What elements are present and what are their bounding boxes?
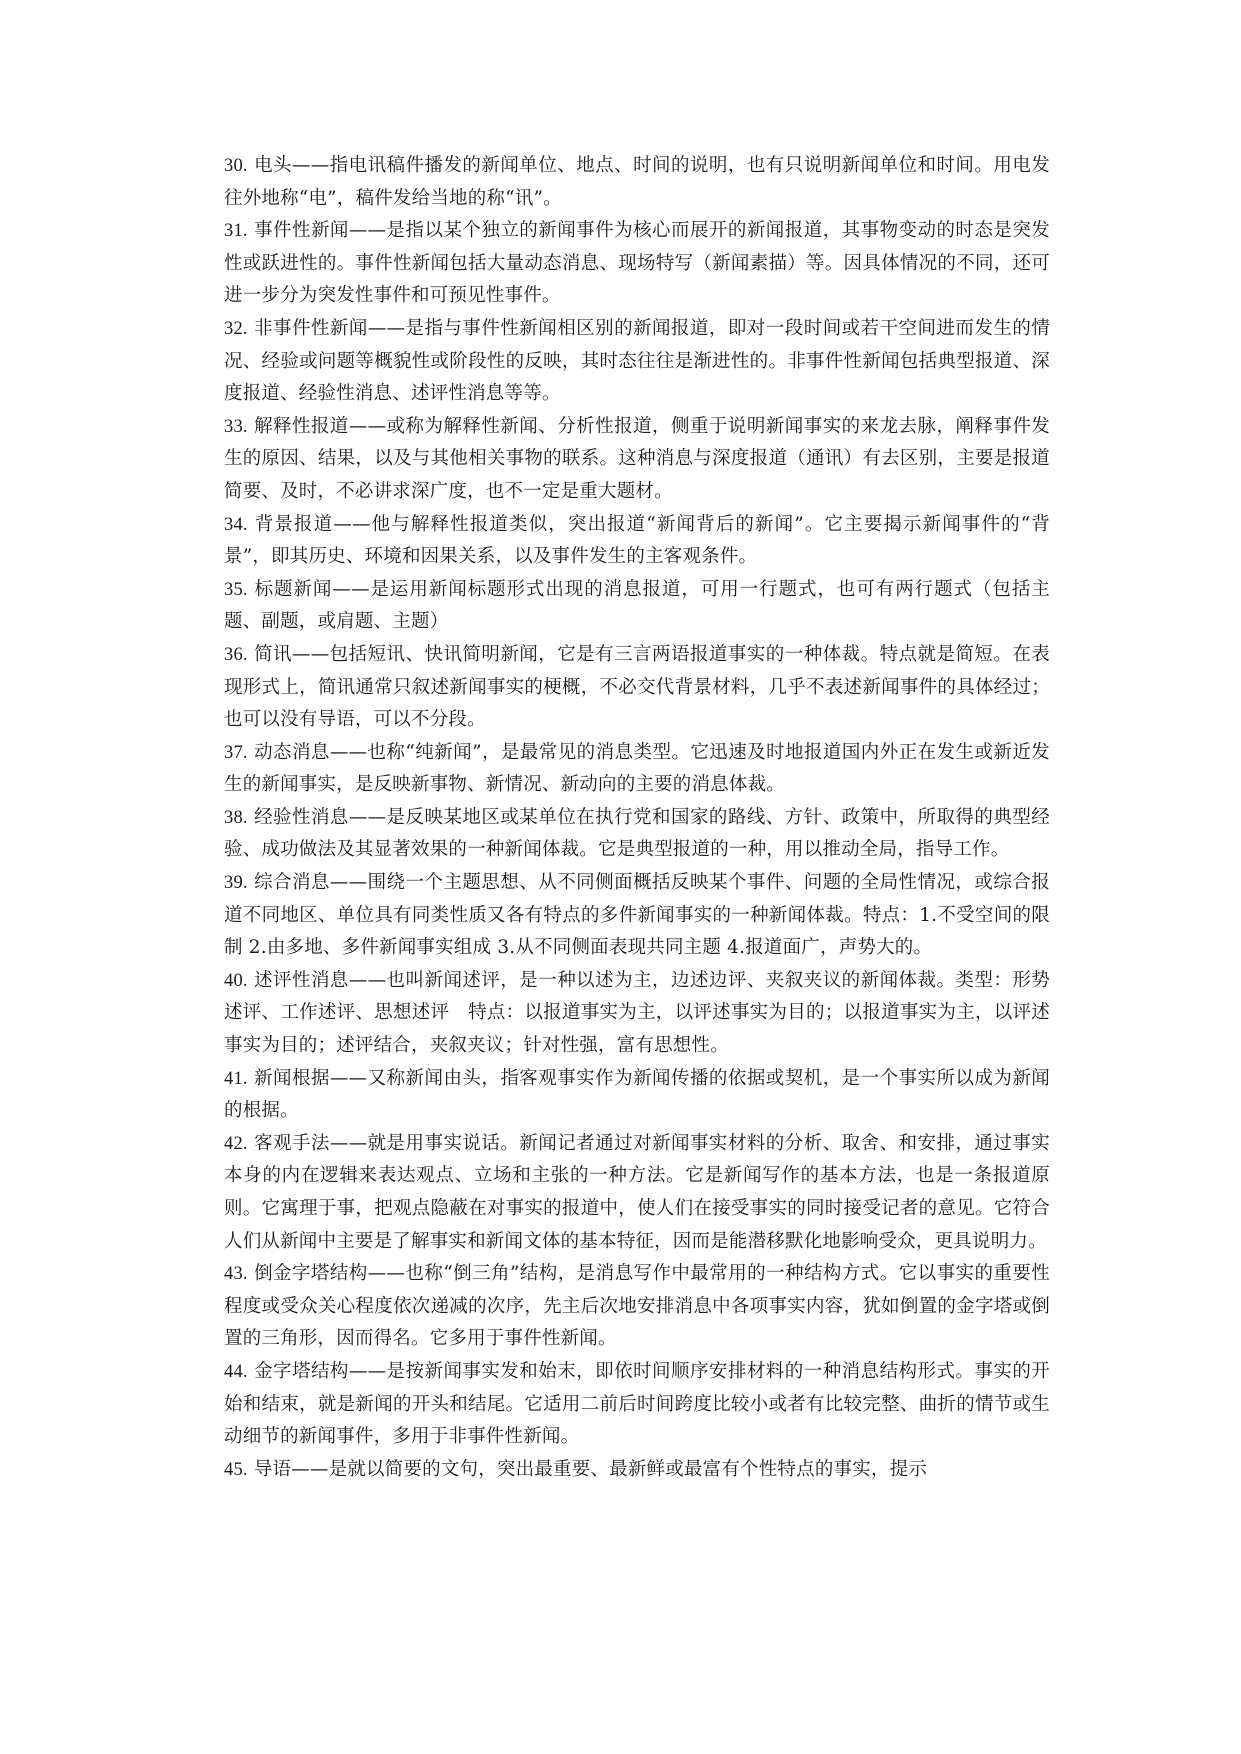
- glossary-entry: [224, 1258, 1050, 1356]
- entry-number: 40.: [224, 970, 248, 991]
- glossary-entry: [224, 737, 1050, 802]
- entry-text: 新闻根据——又称新闻由头，指客观事实作为新闻传播的依据或契机，是一个事实所以成为新闻的根据。: [224, 1067, 1050, 1122]
- entry-number: 45.: [224, 1459, 248, 1480]
- entry-text: 标题新闻——是运用新闻标题形式出现的消息报道，可用一行题式，也可有两行题式（包括主题、副题，或肩题、主题）: [224, 578, 1050, 633]
- entry-number: 42.: [224, 1133, 248, 1154]
- entry-text: 事件性新闻——是指以某个独立的新闻事件为核心而展开的新闻报道，其事物变动的时态是突发性或跃进性的。事件性新闻包括大量动态消息、现场特写（新闻素描）等。因具体情况的不同，还可进一步分为突发性事件和可预见性事件。: [224, 220, 1050, 307]
- entry-text: 客观手法——就是用事实说话。新闻记者通过对新闻事实材料的分析、取舍、和安排，通过事实本身的内在逻辑来表达观点、立场和主张的一种方法。它是新闻写作的基本方法，也是一条报道原则。它寓理于事，把观点隐蔽在对事实的报道中，使人们在接受事实的同时接受记者的意见。它符合人们从新闻中主要是了解事实和新闻文体的基本特征，因而是能潜移默化地影响受众，更具说明力。: [224, 1132, 1050, 1252]
- glossary-entry: [224, 1128, 1050, 1258]
- glossary-entry: [224, 1454, 1050, 1487]
- glossary-entry: [224, 1063, 1050, 1128]
- entry-text: 动态消息——也称“纯新闻”，是最常见的消息类型。它迅速及时地报道国内外正在发生或新近发生的新闻事实，是反映新事物、新情况、新动向的主要的消息体裁。: [224, 741, 1050, 796]
- glossary-entry: [224, 574, 1050, 639]
- entry-number: 30.: [224, 156, 248, 176]
- entry-text: 导语——是就以简要的文句，突出最重要、最新鲜或最富有个性特点的事实，提示: [253, 1458, 928, 1480]
- entry-text: 简讯——包括短讯、快讯简明新闻，它是有三言两语报道事实的一种体裁。特点就是简短。在表现形式上，简讯通常只叙述新闻事实的梗概，不必交代背景材料，几乎不表述新闻事件的具体经过；也可以没有导语，可以不分段。: [224, 643, 1050, 731]
- entry-number: 43.: [224, 1264, 248, 1285]
- entry-text: 电头——指电讯稿件播发的新闻单位、地点、时间的说明，也有只说明新闻单位和时间。用电发往外地称“电”，稿件发给当地的称“讯”。: [224, 155, 1050, 209]
- entry-number: 33.: [224, 416, 248, 437]
- glossary-entry: [224, 1356, 1050, 1454]
- entry-number: 32.: [224, 318, 248, 339]
- glossary-entry: [224, 509, 1050, 574]
- entry-number: 38.: [224, 807, 248, 828]
- entry-text: 经验性消息——是反映某地区或某单位在执行党和国家的路线、方针、政策中，所取得的典型经验、成功做法及其显著效果的一种新闻体裁。它是典型报道的一种，用以推动全局，指导工作。: [224, 806, 1050, 861]
- entry-number: 35.: [224, 579, 248, 600]
- document-page: [224, 150, 1050, 1486]
- glossary-entry: [224, 313, 1050, 411]
- entry-number: 44.: [224, 1361, 248, 1382]
- glossary-entry: [224, 802, 1050, 867]
- glossary-entry: [224, 215, 1050, 313]
- entry-number: 31.: [224, 221, 248, 242]
- glossary-entry: [224, 867, 1050, 965]
- entry-text: 非事件性新闻——是指与事件性新闻相区别的新闻报道，即对一段时间或若干空间进而发生的情况、经验或问题等概貌性或阶段性的反映，其时态往往是渐进性的。非事件性新闻包括典型报道、深度报道、经验性消息、述评性消息等等。: [224, 317, 1050, 405]
- entry-text: 背景报道——他与解释性报道类似，突出报道“新闻背后的新闻”。它主要揭示新闻事件的“背景”，即其历史、环境和因果关系，以及事件发生的主客观条件。: [224, 513, 1050, 568]
- entry-number: 36.: [224, 644, 248, 665]
- entry-number: 34.: [224, 514, 248, 535]
- entry-text: 倒金字塔结构——也称“倒三角”结构，是消息写作中最常用的一种结构方式。它以事实的重要性程度或受众关心程度依次递减的次序，先主后次地安排消息中各项事实内容，犹如倒置的金字塔或倒置的三角形，因而得名。它多用于事件性新闻。: [224, 1263, 1050, 1350]
- glossary-entry: [224, 965, 1050, 1063]
- entry-number: 41.: [224, 1068, 248, 1089]
- glossary-entry: [224, 411, 1050, 509]
- entry-number: 39.: [224, 873, 248, 894]
- entry-text: 综合消息——围绕一个主题思想、从不同侧面概括反映某个事件、问题的全局性情况，或综合报道不同地区、单位具有同类性质又各有特点的多件新闻事实的一种新闻体裁。特点：1.不受空间的限制 2.由多地、多件新闻事实组成 3.从不同侧面表现共同主题 4.报道面广，声势大的。: [224, 872, 1050, 959]
- entry-text: 金字塔结构——是按新闻事实发和始末，即依时间顺序安排材料的一种消息结构形式。事实的开始和结束，就是新闻的开头和结尾。它适用二前后时间跨度比较小或者有比较完整、曲折的情节或生动细节的新闻事件，多用于非事件性新闻。: [224, 1360, 1050, 1448]
- entry-number: 37.: [224, 742, 248, 763]
- glossary-entry: [224, 150, 1050, 215]
- glossary-entry: [224, 639, 1050, 737]
- entry-text: 述评性消息——也叫新闻述评，是一种以述为主，边述边评、夹叙夹议的新闻体裁。类型：形势述评、工作述评、思想述评 特点：以报道事实为主，以评述事实为目的；以报道事实为主，以评述事实为目的；述评结合，夹叙夹议；针对性强，富有思想性。: [224, 969, 1050, 1057]
- entry-text: 解释性报道——或称为解释性新闻、分析性报道，侧重于说明新闻事实的来龙去脉，阐释事件发生的原因、结果，以及与其他相关事物的联系。这种消息与深度报道（通讯）有去区别，主要是报道简要、及时，不必讲求深广度，也不一定是重大题材。: [224, 415, 1050, 502]
